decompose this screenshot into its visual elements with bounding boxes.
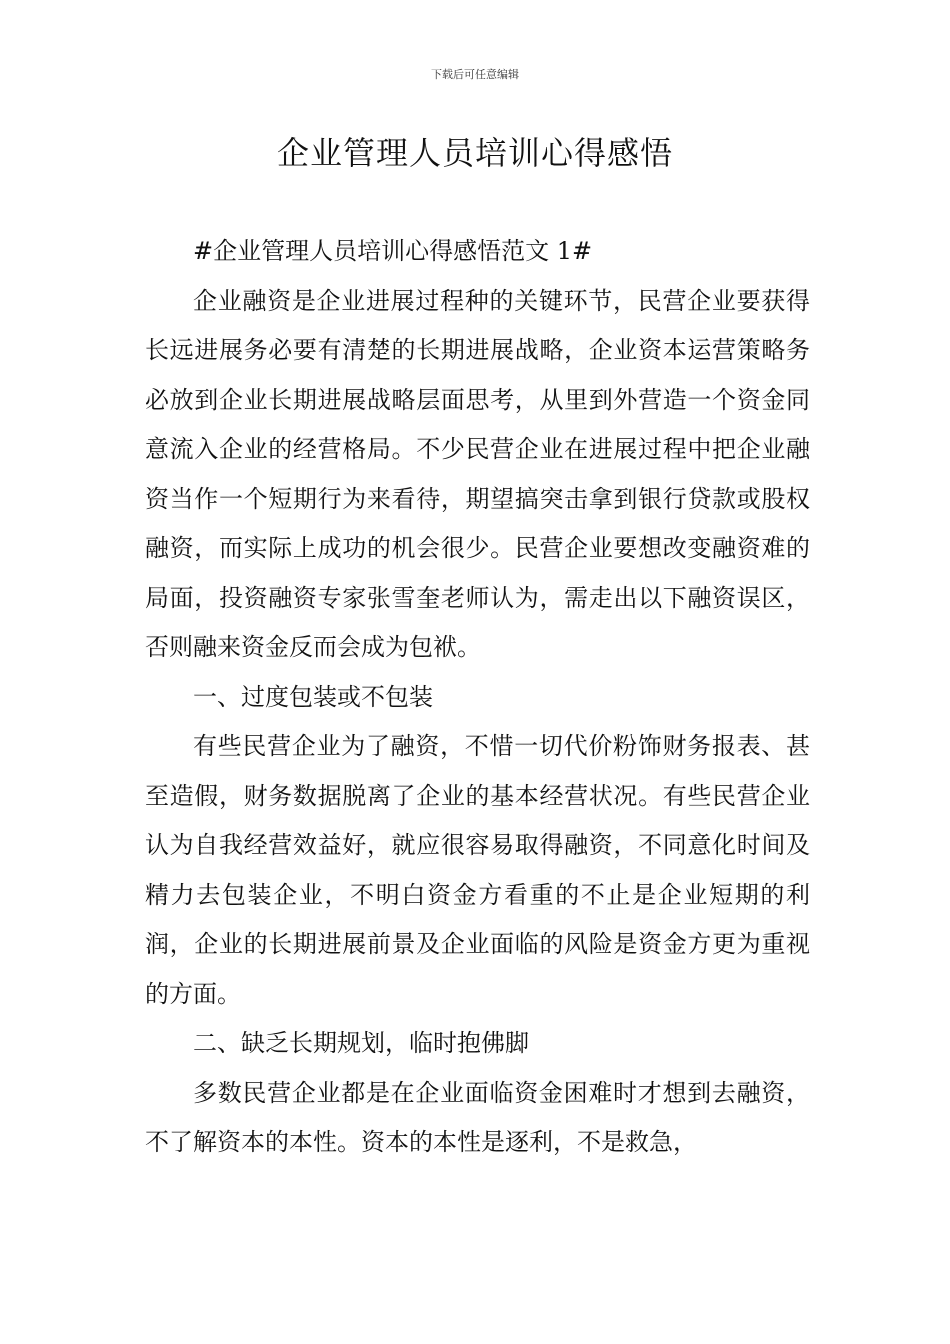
- document-title: 企业管理人员培训心得感悟: [276, 134, 673, 172]
- section-heading: #企业管理人员培训心得感悟范文 1#: [193, 237, 593, 265]
- subheading: 二、缺乏长期规划，临时抱佛脚: [193, 1029, 529, 1057]
- subheading: 一、过度包装或不包装: [193, 682, 433, 711]
- paragraph: 有些民营企业为了融资，不惜一切代价粉饰财务报表、甚至造假，财务数据脱离了企业的基本经营状况。有些民营企业认为自我经营效益好，就应很容易取得融资，不同意化时间及精力去包装企业，不明白资金方看重的不止是企业短期的利润，企业的长期进展前景及企业面临的风险是资金方更为重视的方面。: [145, 732, 810, 1008]
- header-note: 下载后可任意编辑: [431, 68, 519, 81]
- document-body: [145, 227, 810, 1168]
- paragraph: 多数民营企业都是在企业面临资金困难时才想到去融资，不了解资本的本性。资本的本性是逐利，不是救急，: [145, 1078, 810, 1156]
- paragraph: 企业融资是企业进展过程种的关键环节，民营企业要获得长远进展务必要有清楚的长期进展战略，企业资本运营策略务必放到企业长期进展战略层面思考，从里到外营造一个资金同意流入企业的经营格局。不少民营企业在进展过程中把企业融资当作一个短期行为来看待，期望搞突击拿到银行贷款或股权融资，而实际上成功的机会很少。民营企业要想改变融资难的局面，投资融资专家张雪奎老师认为，需走出以下融资误区，否则融来资金反而会成为包袱。: [145, 286, 810, 661]
